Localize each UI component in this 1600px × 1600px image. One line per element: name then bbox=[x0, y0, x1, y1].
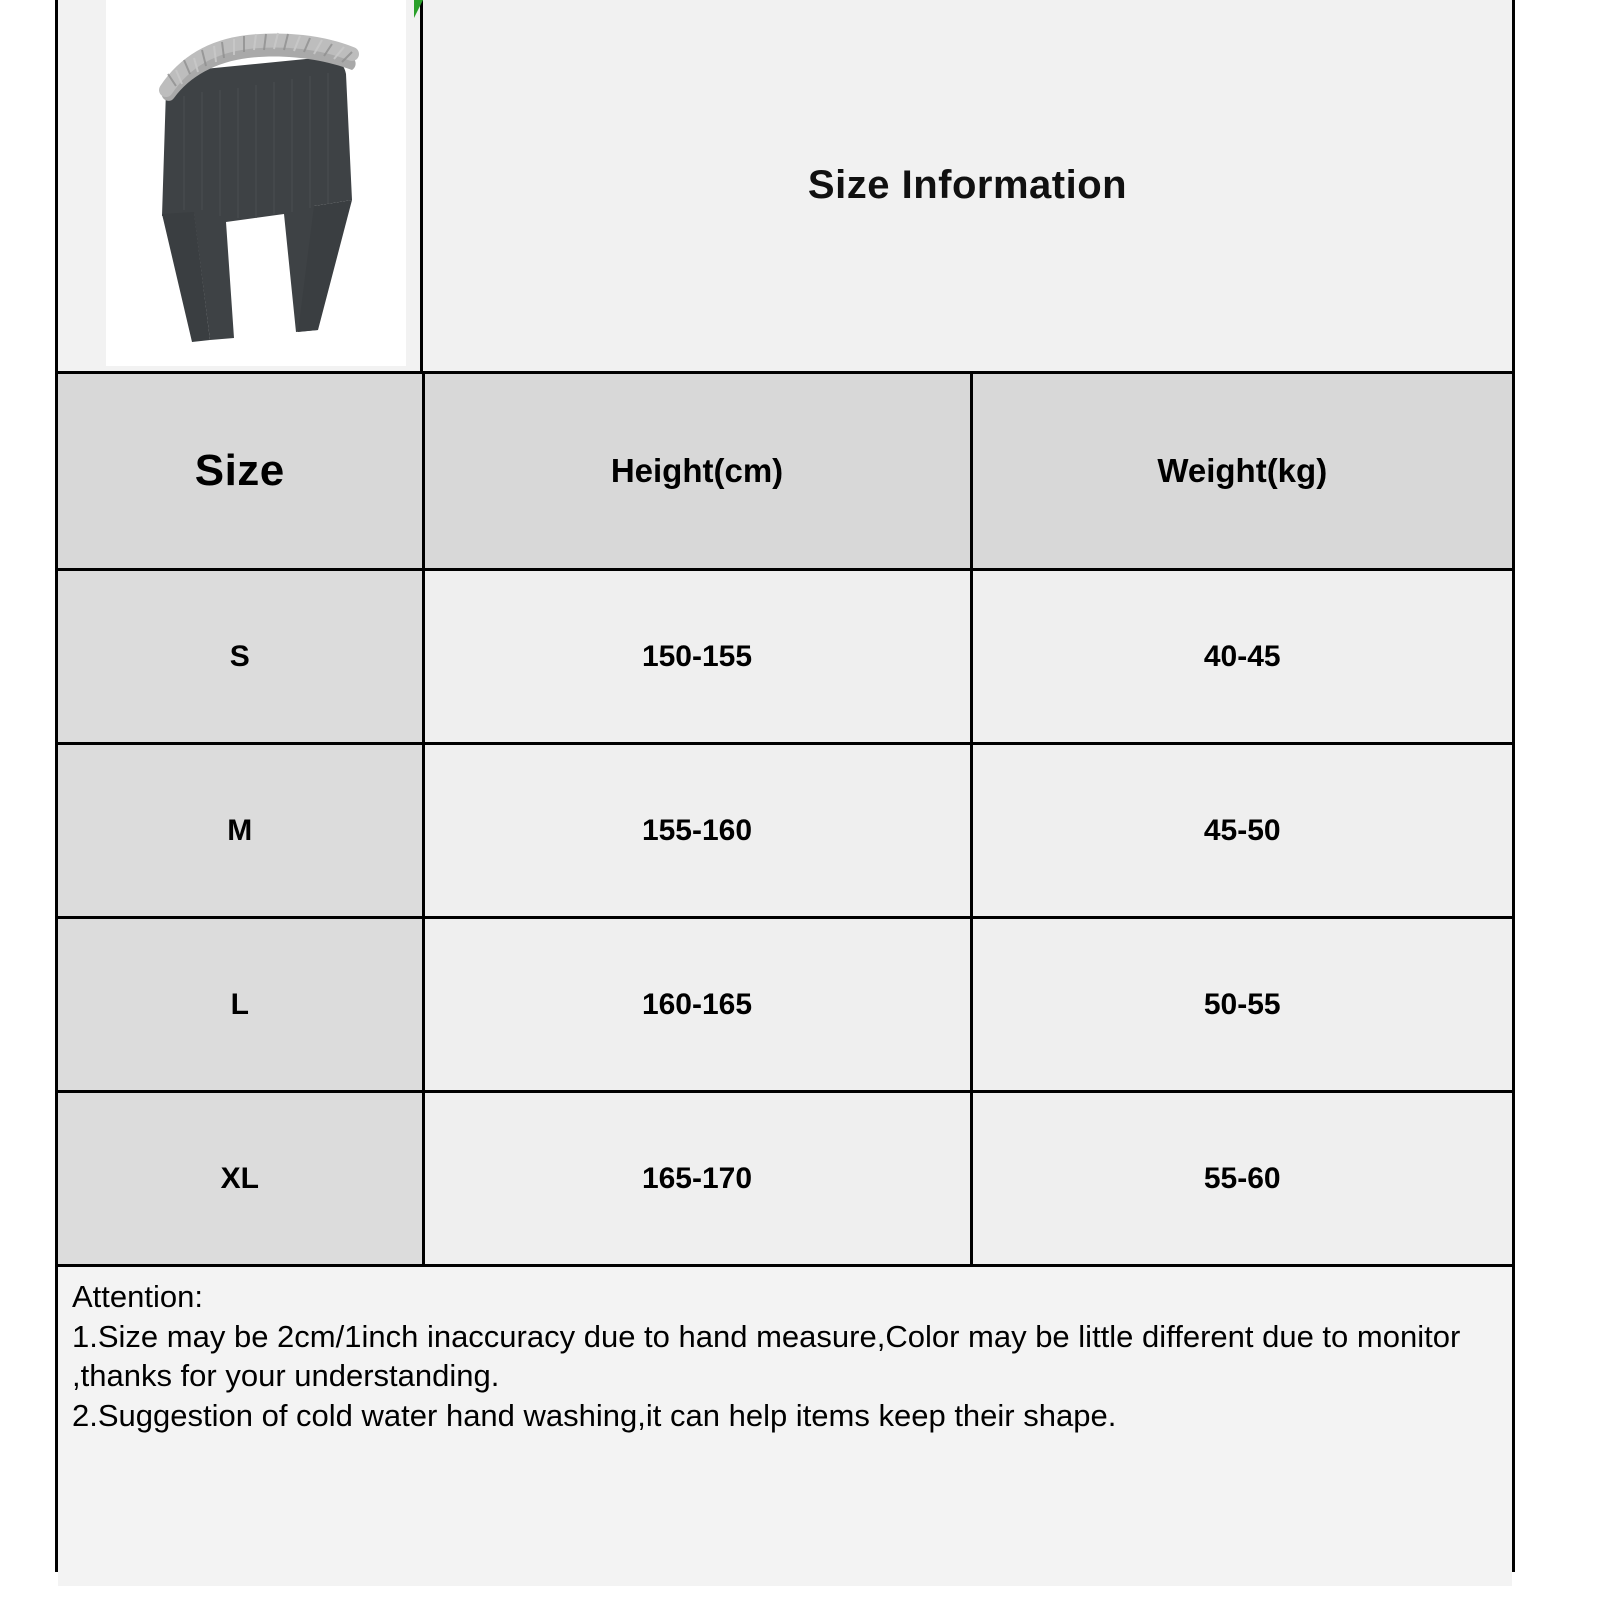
column-header-weight: Weight(kg) bbox=[971, 374, 1512, 570]
cell-weight-m: 45-50 bbox=[971, 744, 1512, 918]
product-image bbox=[106, 0, 406, 366]
cell-height-s: 150-155 bbox=[423, 570, 971, 744]
cell-size-l: L bbox=[58, 918, 423, 1092]
table-row bbox=[58, 744, 1512, 918]
table-row bbox=[58, 1092, 1512, 1266]
table-row bbox=[58, 570, 1512, 744]
table-row bbox=[58, 918, 1512, 1092]
attention-note-2: 2.Suggestion of cold water hand washing,it can help items keep their shape. bbox=[72, 1398, 1117, 1434]
table-header-row bbox=[58, 374, 1512, 570]
column-header-size: Size bbox=[58, 374, 423, 570]
attention-block bbox=[58, 1267, 1512, 1586]
column-header-height: Height(cm) bbox=[423, 374, 971, 570]
cell-weight-s: 40-45 bbox=[971, 570, 1512, 744]
size-table bbox=[58, 374, 1512, 1267]
cell-size-s: S bbox=[58, 570, 423, 744]
cell-size-m: M bbox=[58, 744, 423, 918]
cell-height-l: 160-165 bbox=[423, 918, 971, 1092]
size-table-head bbox=[58, 374, 1512, 570]
cell-weight-l: 50-55 bbox=[971, 918, 1512, 1092]
banner-title-cell bbox=[423, 0, 1512, 371]
cell-size-xl: XL bbox=[58, 1092, 423, 1266]
sweater-illustration bbox=[106, 0, 406, 366]
cell-height-m: 155-160 bbox=[423, 744, 971, 918]
attention-title: Attention: bbox=[72, 1279, 203, 1314]
size-chart-frame bbox=[55, 0, 1515, 1572]
size-table-body bbox=[58, 570, 1512, 1266]
attention-note-1: 1.Size may be 2cm/1inch inaccuracy due to hand measure,Color may be little different due to monitor ,thanks for your understanding. bbox=[72, 1318, 1461, 1394]
chart-banner bbox=[58, 0, 1512, 374]
product-image-cell bbox=[58, 0, 423, 371]
green-flag-marker bbox=[414, 0, 423, 18]
cell-height-xl: 165-170 bbox=[423, 1092, 971, 1266]
page-title: Size Information bbox=[807, 163, 1128, 207]
cell-weight-xl: 55-60 bbox=[971, 1092, 1512, 1266]
